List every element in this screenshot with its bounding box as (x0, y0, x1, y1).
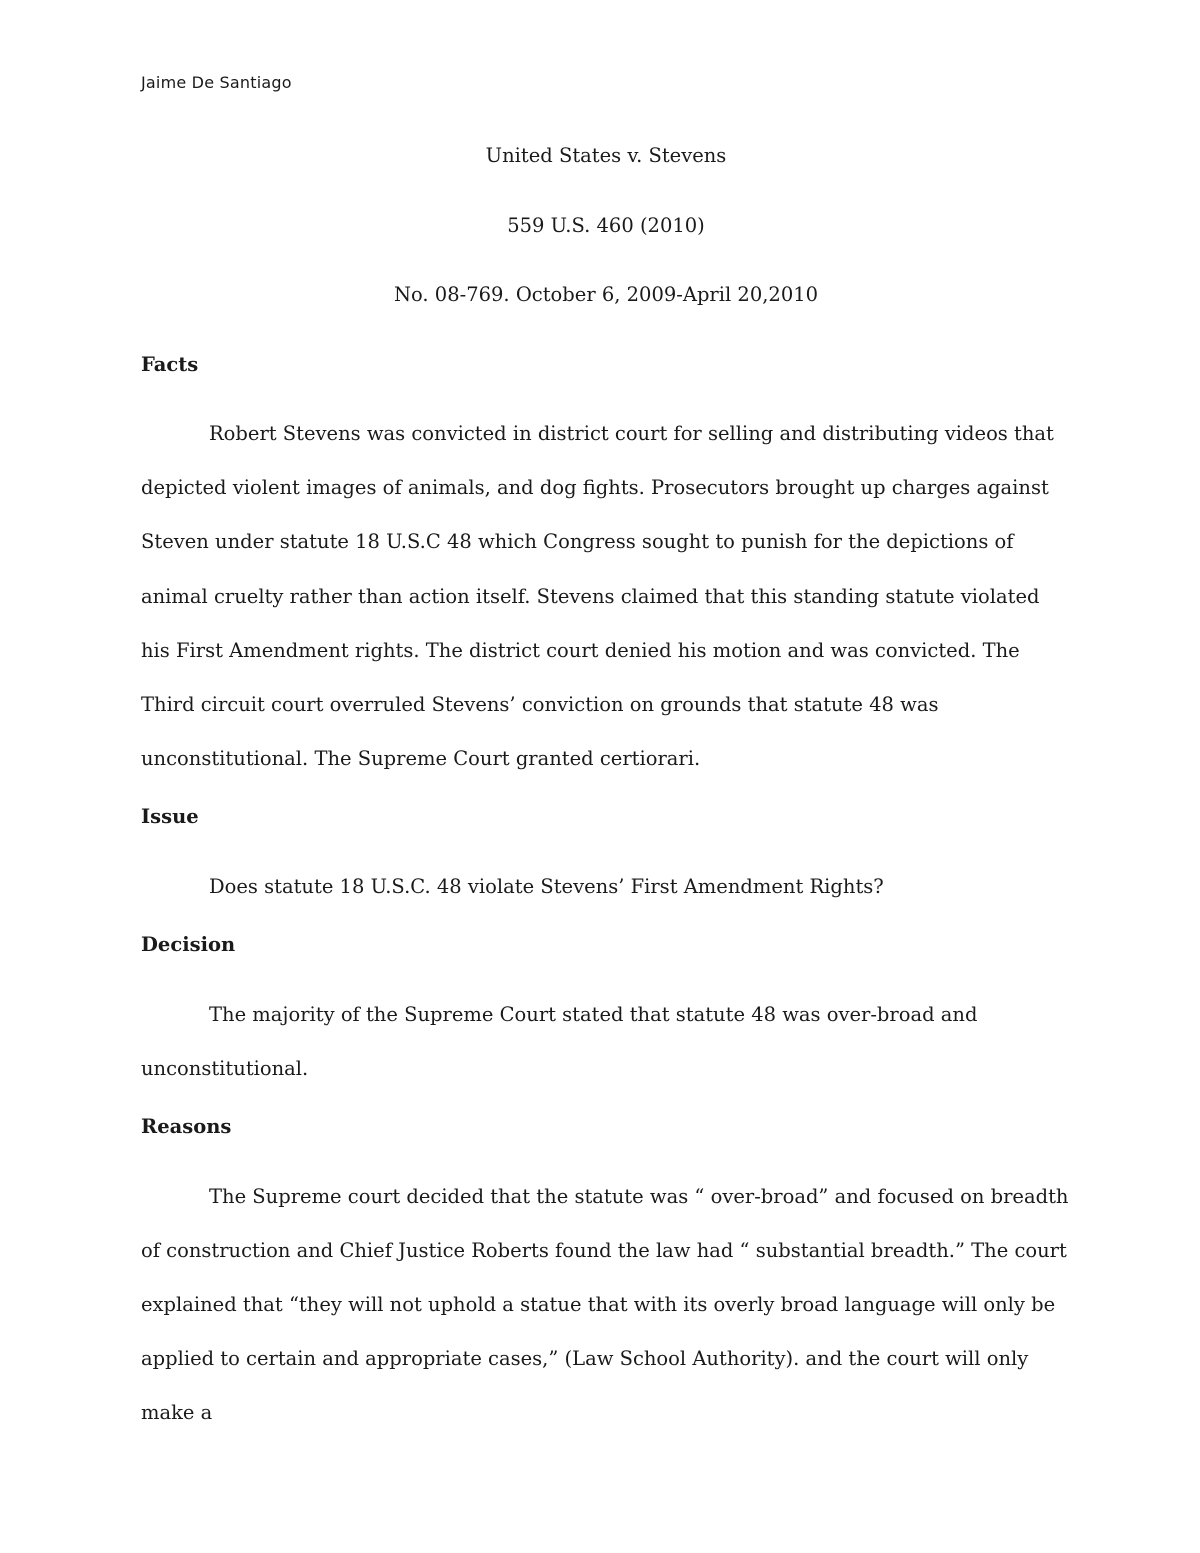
reasons-section (141, 1170, 1071, 1441)
decision-paragraph: The majority of the Supreme Court stated that statute 48 was over-broad and unconstitutional. (141, 1002, 978, 1080)
author-header: Jaime De Santiago (141, 73, 292, 92)
reasons-heading: Reasons (141, 1115, 232, 1139)
issue-heading: Issue (141, 805, 199, 829)
facts-section (141, 407, 1071, 786)
docket-line: No. 08-769. October 6, 2009-April 20,2010 (393, 283, 819, 306)
reasons-paragraph: The Supreme court decided that the statute was “ over-broad” and focused on breadth of construction and Chief Justice Roberts found the law had “ substantial breadth.” The court explained that “they will not uphold a statue that with its overly broad language will only be applied to certain and appropriate cases,” (Law School Authority). and the court will only make a (141, 1184, 1069, 1425)
facts-paragraph: Robert Stevens was convicted in district court for selling and distributing videos that depicted violent images of animals, and dog fights. Prosecutors brought up charges against Steven under statute 18 U.S.C 48 which Congress sought to punish for the depictions of animal cruelty rather than action itself. Stevens claimed that this standing statute violated his First Amendment rights. The district court denied his motion and was convicted. The Third circuit court overruled Stevens’ conviction on grounds that statute 48 was unconstitutional. The Supreme Court granted certiorari. (141, 422, 1054, 771)
decision-heading: Decision (141, 933, 236, 957)
document-body (141, 140, 1071, 1441)
case-citation: 559 U.S. 460 (2010) (507, 213, 705, 237)
issue-paragraph: Does statute 18 U.S.C. 48 violate Stevens’ First Amendment Rights? (209, 874, 884, 898)
facts-heading: Facts (141, 352, 199, 376)
case-name: United States v. Stevens (485, 144, 727, 167)
decision-section (141, 988, 1071, 1096)
issue-section (141, 860, 1071, 914)
